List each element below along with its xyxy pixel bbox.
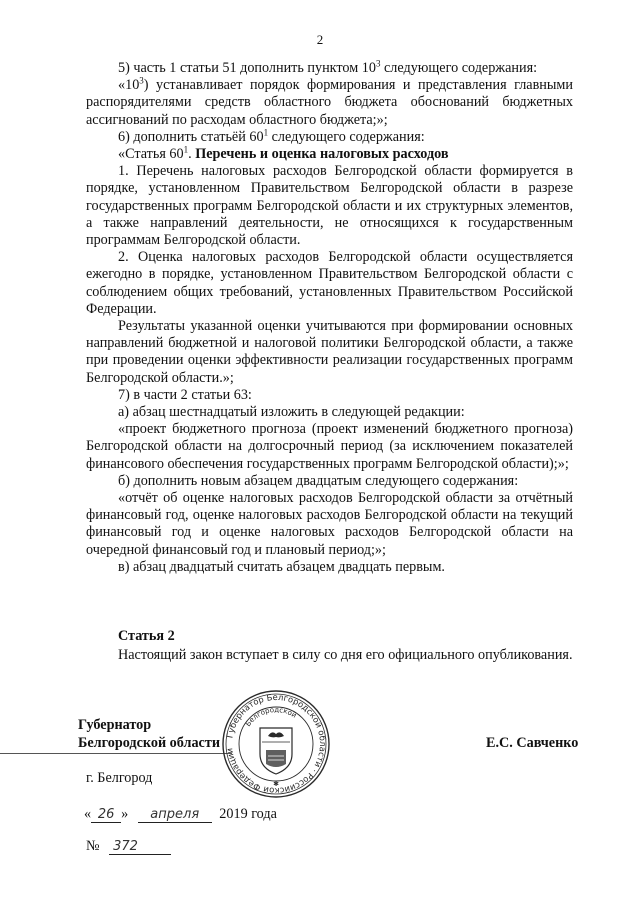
date-month: апреля bbox=[138, 807, 212, 823]
seal-ring-text: Губернатор Белгородской области · Российской Федерации bbox=[224, 691, 329, 797]
place-of-signing: г. Белгород bbox=[86, 770, 153, 786]
item-5-quote: «$10^3$) устанавливает порядок формирования и представления главными распорядителями средств областного бюджета обоснований бюджетных ассигнований по расходам областного бюджета;»; bbox=[86, 75, 573, 128]
position-line-2: Белгородской области bbox=[78, 735, 220, 751]
item-7b: б) дополнить новым абзацем двадцатым следующего содержания: bbox=[118, 472, 519, 489]
article-60-paragraph-1: 1. Перечень налоговых расходов Белгородской области формируется в порядке, установленном Правительством Белгородской области в разрезе государственных программ Белгородской области и их структурных элементов, а также направлений деятельности, не относящихся к государственным программам Белгородской области. bbox=[86, 163, 573, 249]
article-2-title: Статья 2 bbox=[118, 628, 175, 644]
date-day: 26 bbox=[91, 807, 121, 823]
item-7: 7) в части 2 статьи 63: bbox=[118, 386, 252, 403]
article-2 bbox=[86, 628, 573, 664]
coat-of-arms-icon bbox=[260, 728, 292, 774]
article-60-heading: «Статья $60^1$. Перечень и оценка налоговых расходов bbox=[118, 144, 449, 163]
item-7a-quote: «проект бюджетного прогноза (проект изменений бюджетного прогноза) Белгородской области на долгосрочный период (за исключением показателей финансового обеспечения государственных программ Белгородской области);»; bbox=[86, 421, 573, 472]
seal-inner-text: Белгородской bbox=[244, 705, 298, 729]
item-5: 5) часть 1 статьи 51 дополнить пунктом $10^3$ следующего содержания: bbox=[118, 58, 538, 76]
page-number: 2 bbox=[316, 32, 324, 47]
date-close-quote: » bbox=[121, 806, 129, 822]
signature-line bbox=[0, 753, 232, 754]
signing-date bbox=[84, 806, 277, 823]
item-7a: а) абзац шестнадцатый изложить в следующей редакции: bbox=[118, 404, 465, 421]
number-label: № bbox=[86, 838, 100, 854]
signatory-name: Е.С. Савченко bbox=[486, 735, 579, 751]
article-60-paragraph-3: Результаты указанной оценки учитываются при формировании основных направлений бюджетной и налоговой политики Белгородской области, а также при проведении оценки эффективности реализации государственных программ Белгородской области.»; bbox=[86, 318, 573, 386]
svg-text:✱: ✱ bbox=[273, 780, 279, 788]
date-year: 2019 года bbox=[219, 806, 277, 822]
article-60-paragraph-2: 2. Оценка налоговых расходов Белгородской области осуществляется ежегодно в порядке, установленном Правительством Белгородской области с соблюдением общих требований, установленных Правительством Российской Федерации. bbox=[86, 249, 573, 317]
signatory-position bbox=[78, 716, 220, 752]
item-6: 6) дополнить статьёй $60^1$ следующего содержания: bbox=[118, 127, 425, 145]
date-open-quote: « bbox=[84, 806, 92, 822]
item-7b-quote: «отчёт об оценке налоговых расходов Белгородской области за отчётный финансовый год, оценке налоговых расходов Белгородской области на текущий финансовый год и оценке налоговых расходов Белгородской области на очередной финансовый год и плановый период;»; bbox=[86, 490, 573, 558]
document-body bbox=[86, 60, 573, 576]
article-2-text: Настоящий закон вступает в силу со дня его официального опубликования. bbox=[118, 647, 573, 664]
article-60-title: Перечень и оценка налоговых расходов bbox=[195, 146, 449, 163]
official-seal bbox=[220, 688, 332, 800]
position-line-1: Губернатор bbox=[78, 717, 152, 733]
item-7c: в) абзац двадцатый считать абзацем двадцать первым. bbox=[118, 558, 445, 575]
document-number bbox=[86, 838, 171, 855]
number-value: 372 bbox=[109, 839, 171, 855]
